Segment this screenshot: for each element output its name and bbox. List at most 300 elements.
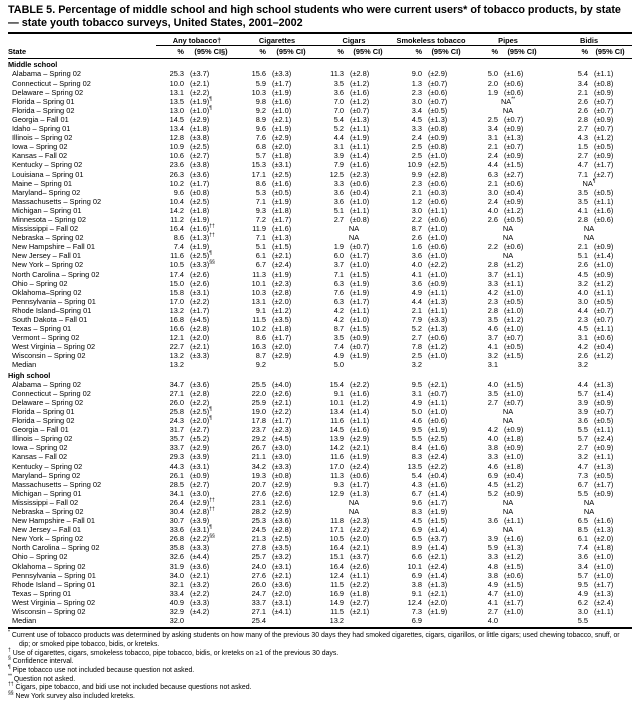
median-row bbox=[8, 616, 632, 625]
footnote-item: * Current use of tobacco products was determined by asking students on how many of the previous 30 days they had smoked cigarettes, cigars, cigarillos, or little cigars; used chewing tobacco, snuff, or dip; or smoked pipe tobacco, bidis, or kreteks. bbox=[8, 629, 620, 648]
percent-cell: 28.2 bbox=[251, 506, 266, 516]
ci-cell: (±0.6) bbox=[350, 178, 370, 188]
ci-cell: (±3.1) bbox=[190, 287, 210, 297]
ci-cell: (±3.9) bbox=[190, 516, 210, 526]
ci-cell: (±3.3)§§ bbox=[190, 259, 215, 270]
percent-cell: 33.7 bbox=[251, 597, 266, 607]
footnote-item: § Confidence interval. bbox=[8, 656, 74, 666]
ci-cell: (±3.7) bbox=[428, 534, 448, 544]
percent-cell: 17.0 bbox=[329, 461, 344, 471]
pct-header-cigarettes: % bbox=[238, 46, 266, 59]
percent-cell: 13.9 bbox=[329, 434, 344, 444]
ci-cell: (±2.9) bbox=[190, 114, 210, 124]
table-row bbox=[8, 233, 632, 242]
state-cell: Florida – Spring 01 bbox=[12, 96, 75, 106]
ci-cell: (±0.9) bbox=[594, 114, 614, 124]
ci-cell: (±2.4) bbox=[428, 561, 448, 571]
percent-cell: 3.2 bbox=[487, 351, 499, 361]
ci-cell: (±2.1) bbox=[190, 78, 210, 88]
ci-cell: (±1.4) bbox=[594, 388, 614, 398]
ci-cell bbox=[184, 616, 238, 625]
ci-cell: (±2.3) bbox=[272, 278, 292, 288]
percent-cell: 24.3 bbox=[169, 416, 184, 426]
footnote-marker: ¶ bbox=[209, 96, 212, 103]
state-cell: Maryland– Spring 02 bbox=[12, 470, 81, 480]
table-row bbox=[8, 452, 632, 461]
column-group-cigarettes: Cigarettes bbox=[238, 34, 316, 46]
table-row bbox=[8, 251, 632, 260]
percent-cell: 6.1 bbox=[255, 251, 266, 261]
percent-cell: 4.5 bbox=[411, 114, 423, 124]
percent-cell: 6.6 bbox=[411, 552, 423, 562]
ci-cell: (±0.5) bbox=[594, 187, 614, 197]
ci-cell: (±1.9) bbox=[350, 452, 370, 462]
ci-cell: (±1.2) bbox=[350, 397, 370, 407]
bottom-rule bbox=[8, 627, 632, 629]
na-cell: NA bbox=[583, 497, 595, 507]
state-cell: Oklahoma – Spring 02 bbox=[12, 561, 86, 571]
ci-cell: (±1.8) bbox=[272, 324, 292, 334]
percent-cell: 3.4 bbox=[577, 78, 589, 88]
ci-cell: (±0.6) bbox=[504, 178, 524, 188]
percent-cell: 31.9 bbox=[169, 561, 184, 571]
footnote-item: §§ New York survey also included kreteks. bbox=[8, 690, 135, 701]
ci-cell: (±1.5) bbox=[504, 561, 524, 571]
ci-cell: (±1.5) bbox=[428, 516, 448, 526]
percent-cell: 35.8 bbox=[169, 543, 184, 553]
ci-cell: (±2.6) bbox=[272, 488, 292, 498]
percent-cell: 2.5 bbox=[411, 151, 423, 161]
percent-cell: 27.6 bbox=[251, 488, 266, 498]
ci-cell: (±1.4) bbox=[428, 570, 448, 580]
ci-cell: (±1.2) bbox=[428, 342, 448, 352]
percent-cell: 15.6 bbox=[251, 69, 266, 79]
table-row bbox=[8, 607, 632, 616]
percent-cell: 7.6 bbox=[333, 287, 344, 297]
ci-cell: (±1.2) bbox=[594, 278, 614, 288]
percent-cell: 34.2 bbox=[251, 461, 266, 471]
ci-cell: (±1.6) bbox=[350, 160, 370, 170]
percent-cell: 1.2 bbox=[411, 196, 423, 206]
ci-cell: (±3.3) bbox=[428, 315, 448, 324]
percent-cell: 4.2 bbox=[577, 342, 589, 352]
state-cell: Delaware – Spring 02 bbox=[12, 397, 84, 407]
ci-cell: (±1.9) bbox=[428, 607, 448, 616]
percent-cell: 25.3 bbox=[169, 69, 184, 79]
ci-cell: (±2.5) bbox=[428, 160, 448, 170]
percent-cell: 7.0 bbox=[333, 105, 344, 115]
state-cell: Delaware – Spring 02 bbox=[12, 87, 84, 97]
state-cell: Massachusetts – Spring 02 bbox=[12, 479, 102, 489]
percent-cell: 33.7 bbox=[169, 443, 184, 453]
percent-cell: 5.4 bbox=[577, 69, 589, 79]
table-row bbox=[8, 462, 632, 471]
ci-cell: (±1.1) bbox=[350, 305, 370, 315]
state-cell: Louisiana – Spring 01 bbox=[12, 169, 84, 179]
table-row bbox=[8, 288, 632, 297]
percent-cell: 4.0 bbox=[487, 205, 499, 215]
percent-cell: 6.2 bbox=[577, 597, 589, 607]
ci-cell: (±0.6) bbox=[428, 242, 448, 252]
percent-cell: 2.4 bbox=[487, 151, 499, 161]
percent-cell: 4.8 bbox=[487, 561, 499, 571]
ci-cell: (±0.6) bbox=[504, 242, 524, 252]
percent-cell: 9.3 bbox=[333, 479, 344, 489]
section-header-row bbox=[8, 370, 632, 380]
percent-cell: 2.7 bbox=[411, 333, 423, 343]
footnote-marker: ** bbox=[511, 96, 516, 103]
ci-cell: (±1.0) bbox=[272, 105, 292, 115]
percent-cell: 3.9 bbox=[577, 397, 589, 407]
ci-cell: (±1.1) bbox=[350, 416, 370, 426]
percent-cell: 7.9 bbox=[411, 315, 423, 324]
percent-cell: 6.7 bbox=[255, 260, 266, 270]
percent-cell: 8.7 bbox=[255, 351, 266, 361]
percent-cell: 11.3 bbox=[330, 69, 344, 79]
footnote-marker: ¶ bbox=[209, 524, 212, 531]
percent-cell: 8.9 bbox=[411, 543, 423, 553]
percent-cell: 31.7 bbox=[169, 425, 184, 435]
section-header-row bbox=[8, 59, 632, 70]
ci-header-bidis: (95% CI) bbox=[588, 46, 632, 59]
ci-cell: (±1.0) bbox=[428, 233, 448, 243]
ci-cell: (±1.1) bbox=[594, 607, 614, 616]
percent-cell: 6.9 bbox=[411, 570, 423, 580]
ci-cell: (±1.3) bbox=[594, 525, 614, 535]
ci-cell: (±2.3) bbox=[350, 516, 370, 526]
ci-cell: (±2.0) bbox=[428, 597, 448, 607]
percent-cell: 2.8 bbox=[577, 114, 589, 124]
percent-cell: 3.6 bbox=[577, 552, 589, 562]
percent-cell: 17.1 bbox=[251, 169, 266, 179]
ci-cell: (±1.0) bbox=[504, 287, 524, 297]
percent-cell: 3.5 bbox=[487, 388, 499, 398]
ci-cell: (±2.5) bbox=[190, 142, 210, 152]
percent-cell: 12.5 bbox=[329, 169, 344, 179]
percent-cell: 13.2 bbox=[169, 360, 184, 370]
state-cell: Maryland– Spring 02 bbox=[12, 187, 81, 197]
ci-cell: (±3.0) bbox=[190, 488, 210, 498]
ci-cell: (±1.0) bbox=[504, 324, 524, 334]
ci-cell: (±2.8) bbox=[350, 69, 370, 79]
ci-cell: (±0.8) bbox=[350, 214, 370, 224]
ci-cell: (±2.9) bbox=[272, 133, 292, 143]
ci-cell: (±2.2) bbox=[428, 461, 448, 471]
percent-cell: 3.4 bbox=[487, 124, 499, 134]
na-cell: NA bbox=[502, 497, 514, 507]
ci-header-smokeless: (95% CI) bbox=[422, 46, 470, 59]
percent-cell: 2.1 bbox=[487, 178, 499, 188]
percent-cell: 16.4 bbox=[329, 561, 344, 571]
footnote-marker: §§ bbox=[8, 690, 14, 697]
percent-cell: 4.4 bbox=[411, 296, 423, 306]
ci-cell: (±0.4) bbox=[428, 470, 448, 480]
state-cell: New York – Spring 02 bbox=[12, 534, 84, 544]
percent-cell: 3.3 bbox=[333, 178, 344, 188]
table-row bbox=[8, 188, 632, 197]
percent-cell: 12.4 bbox=[329, 570, 344, 580]
ci-cell: (±1.0) bbox=[428, 251, 448, 261]
ci-cell: (±0.7) bbox=[428, 78, 448, 88]
percent-cell: 7.4 bbox=[173, 242, 184, 252]
footnote-marker: † bbox=[8, 647, 11, 654]
percent-cell: 2.1 bbox=[577, 242, 589, 252]
state-cell: Ohio – Spring 02 bbox=[12, 552, 68, 562]
table-row bbox=[8, 480, 632, 489]
percent-cell: 9.0 bbox=[411, 69, 423, 79]
subheader-row bbox=[8, 46, 632, 59]
percent-cell: 7.3 bbox=[411, 607, 423, 616]
ci-cell: (±1.8) bbox=[504, 434, 524, 444]
percent-cell: 4.7 bbox=[487, 588, 499, 598]
percent-cell: 22.7 bbox=[169, 342, 184, 352]
ci-cell: (±2.1) bbox=[428, 588, 448, 598]
ci-cell: (±0.4) bbox=[504, 187, 524, 197]
percent-cell: 10.2 bbox=[169, 178, 184, 188]
percent-cell: 4.5 bbox=[487, 479, 499, 489]
ci-cell: (±2.6) bbox=[190, 278, 210, 288]
percent-cell: 11.6 bbox=[330, 416, 344, 426]
state-cell: Pennsylvania – Spring 01 bbox=[12, 570, 96, 580]
ci-cell: (±1.1) bbox=[428, 397, 448, 407]
table-row bbox=[8, 242, 632, 251]
percent-cell: 2.7 bbox=[487, 607, 499, 616]
state-cell: Wisconsin – Spring 02 bbox=[12, 607, 86, 616]
percent-cell: 16.4 bbox=[329, 543, 344, 553]
state-cell: South Dakota – Fall 01 bbox=[12, 315, 88, 324]
ci-cell: (±1.0) bbox=[504, 388, 524, 398]
percent-cell: 12.9 bbox=[329, 488, 344, 498]
percent-cell: 6.7 bbox=[577, 479, 589, 489]
ci-cell: (±0.5) bbox=[594, 142, 614, 152]
percent-cell: 2.1 bbox=[487, 142, 499, 152]
percent-cell: 4.2 bbox=[487, 287, 499, 297]
ci-cell: (±1.9) bbox=[190, 242, 210, 252]
state-cell: Iowa – Spring 02 bbox=[12, 142, 68, 152]
ci-cell: (±0.6) bbox=[594, 214, 614, 224]
percent-cell: 2.4 bbox=[487, 196, 499, 206]
ci-cell: (±1.3) bbox=[504, 543, 524, 553]
percent-cell: 5.9 bbox=[255, 78, 266, 88]
ci-cell: (±2.3) bbox=[272, 425, 292, 435]
ci-cell: (±1.1) bbox=[594, 287, 614, 297]
percent-cell: 4.3 bbox=[577, 133, 589, 143]
percent-cell: 2.7 bbox=[487, 397, 499, 407]
ci-cell: (±1.1) bbox=[428, 205, 448, 215]
na-cell: NA bbox=[502, 251, 514, 261]
table-row bbox=[8, 69, 632, 78]
percent-cell: 26.4 bbox=[169, 497, 184, 507]
percent-cell: 17.8 bbox=[251, 416, 266, 426]
ci-cell: (±2.0) bbox=[272, 342, 292, 352]
ci-cell: (±1.6) bbox=[350, 87, 370, 97]
ci-cell: (±1.3) bbox=[428, 114, 448, 124]
column-group-cigars: Cigars bbox=[316, 34, 392, 46]
ci-cell: (±0.6) bbox=[428, 196, 448, 206]
ci-cell: (±1.8) bbox=[190, 124, 210, 134]
ci-cell: (±1.0) bbox=[428, 406, 448, 416]
percent-cell: 5.4 bbox=[333, 114, 344, 124]
percent-cell: 2.6 bbox=[577, 260, 589, 270]
ci-cell: (±2.0) bbox=[190, 333, 210, 343]
state-cell: Ohio – Spring 02 bbox=[12, 278, 68, 288]
table-row bbox=[8, 471, 632, 480]
ci-cell: (±1.1) bbox=[594, 196, 614, 206]
ci-cell: (±1.2) bbox=[504, 552, 524, 562]
percent-cell: 26.0 bbox=[251, 579, 266, 589]
percent-cell: 5.0 bbox=[333, 360, 344, 370]
ci-cell: (±2.2) bbox=[190, 588, 210, 598]
state-cell: New Jersey – Fall 01 bbox=[12, 525, 82, 535]
ci-cell: (±0.9) bbox=[594, 443, 614, 453]
ci-cell: (±1.7) bbox=[350, 296, 370, 306]
ci-cell: (±0.7) bbox=[428, 96, 448, 106]
percent-cell: 30.4 bbox=[169, 506, 184, 516]
ci-cell bbox=[588, 616, 632, 625]
percent-cell: 25.9 bbox=[251, 397, 266, 407]
percent-cell: 4.5 bbox=[411, 516, 423, 526]
percent-cell: 3.5 bbox=[577, 187, 589, 197]
percent-cell: 35.7 bbox=[169, 434, 184, 444]
percent-cell: 1.3 bbox=[411, 78, 423, 88]
percent-cell: 10.1 bbox=[251, 278, 266, 288]
percent-cell: 1.5 bbox=[577, 142, 589, 152]
state-cell: Kansas – Fall 02 bbox=[12, 452, 68, 462]
ci-cell: (±1.9) bbox=[350, 287, 370, 297]
percent-cell: 8.6 bbox=[255, 178, 266, 188]
percent-cell: 11.9 bbox=[252, 224, 266, 234]
ci-cell: (±1.8) bbox=[272, 151, 292, 161]
table-row bbox=[8, 297, 632, 306]
percent-cell: 9.3 bbox=[255, 205, 266, 215]
percent-cell: 4.1 bbox=[487, 342, 499, 352]
ci-cell bbox=[498, 616, 546, 625]
percent-cell: 7.9 bbox=[333, 160, 344, 170]
percent-cell: 6.8 bbox=[255, 142, 266, 152]
ci-cell: (±1.4) bbox=[594, 251, 614, 261]
ci-cell bbox=[498, 360, 546, 369]
percent-cell: 3.0 bbox=[411, 96, 423, 106]
percent-cell: 17.0 bbox=[169, 296, 184, 306]
footnote-marker: ¶ bbox=[209, 406, 212, 413]
percent-cell: 7.1 bbox=[577, 169, 589, 179]
footnote-marker: †† bbox=[209, 497, 215, 504]
percent-cell: 3.5 bbox=[487, 315, 499, 324]
ci-cell: (±1.5) bbox=[504, 579, 524, 589]
ci-cell: (±0.6) bbox=[428, 178, 448, 188]
ci-cell: (±0.5) bbox=[594, 296, 614, 306]
percent-cell: 2.7 bbox=[577, 151, 589, 161]
percent-cell: 15.1 bbox=[329, 552, 344, 562]
ci-cell: (±1.6) bbox=[504, 534, 524, 544]
ci-cell: (±3.6) bbox=[190, 561, 210, 571]
ci-cell: (±0.5) bbox=[272, 187, 292, 197]
percent-cell: 9.5 bbox=[577, 579, 589, 589]
percent-cell: 7.1 bbox=[333, 269, 344, 279]
ci-cell: (±1.6) bbox=[350, 425, 370, 435]
table-row bbox=[8, 151, 632, 160]
ci-cell: (±3.1) bbox=[272, 561, 292, 571]
percent-cell: 10.5 bbox=[169, 260, 184, 270]
table-row bbox=[8, 589, 632, 598]
percent-cell: 3.2 bbox=[577, 452, 589, 462]
ci-cell: (±1.7) bbox=[272, 333, 292, 343]
percent-cell: 3.6 bbox=[411, 251, 423, 261]
state-cell: Florida – Spring 01 bbox=[12, 406, 75, 416]
ci-cell: (±1.3) bbox=[428, 296, 448, 306]
percent-cell: 5.5 bbox=[411, 434, 423, 444]
ci-cell: (±1.7) bbox=[428, 497, 448, 507]
percent-cell: 5.0 bbox=[487, 69, 499, 79]
percent-cell: 3.6 bbox=[333, 87, 344, 97]
ci-cell: (±1.3) bbox=[594, 588, 614, 598]
table-row bbox=[8, 270, 632, 279]
ci-cell: (±1.0) bbox=[428, 151, 448, 161]
percent-cell: 16.4 bbox=[169, 224, 184, 234]
ci-cell: (±0.7) bbox=[594, 406, 614, 416]
percent-cell: 11.8 bbox=[330, 516, 344, 526]
ci-cell: (±1.6)†† bbox=[190, 223, 215, 234]
ci-cell: (±1.0) bbox=[504, 588, 524, 598]
ci-cell: (±2.5) bbox=[272, 534, 292, 544]
ci-cell: (±2.1) bbox=[350, 543, 370, 553]
ci-cell: (±1.7) bbox=[350, 251, 370, 261]
pct-header-pipes: % bbox=[470, 46, 498, 59]
column-group-pipes: Pipes bbox=[470, 34, 546, 46]
state-cell: Median bbox=[12, 360, 37, 370]
percent-cell: 10.2 bbox=[251, 324, 266, 334]
table-row bbox=[8, 489, 632, 498]
percent-cell: 44.3 bbox=[169, 461, 184, 471]
percent-cell: 8.3 bbox=[411, 506, 423, 516]
percent-cell: 3.2 bbox=[411, 360, 423, 370]
ci-cell: (±0.6) bbox=[428, 416, 448, 426]
ci-cell: (±2.0) bbox=[350, 534, 370, 544]
percent-cell: 6.5 bbox=[577, 516, 589, 526]
ci-cell: (±1.5) bbox=[504, 160, 524, 170]
table-row bbox=[8, 324, 632, 333]
ci-cell: (±1.8) bbox=[272, 205, 292, 215]
ci-cell: (±3.3) bbox=[190, 543, 210, 553]
na-cell: NA bbox=[502, 416, 514, 426]
ci-cell: (±1.7) bbox=[594, 579, 614, 589]
percent-cell: 9.9 bbox=[411, 169, 423, 179]
ci-cell: (±1.2) bbox=[594, 133, 614, 143]
percent-cell: 2.2 bbox=[411, 214, 423, 224]
ci-cell: (±0.9) bbox=[504, 196, 524, 206]
table-row bbox=[8, 342, 632, 351]
ci-cell: (±1.4) bbox=[350, 406, 370, 416]
percent-cell: 2.3 bbox=[487, 296, 499, 306]
ci-cell: (±4.2) bbox=[190, 607, 210, 616]
ci-cell: (±0.7) bbox=[350, 342, 370, 352]
ci-cell bbox=[344, 360, 392, 369]
percent-cell: 2.6 bbox=[487, 214, 499, 224]
percent-cell: 25.3 bbox=[251, 516, 266, 526]
percent-cell: 4.1 bbox=[411, 269, 423, 279]
state-cell: Kentucky – Spring 02 bbox=[12, 461, 83, 471]
ci-cell: (±0.7) bbox=[504, 397, 524, 407]
percent-cell: 5.5 bbox=[577, 488, 589, 498]
percent-cell: 1.6 bbox=[411, 242, 423, 252]
ci-cell: (±2.5) bbox=[428, 434, 448, 444]
ci-cell: (±1.3) bbox=[594, 461, 614, 471]
table-row bbox=[8, 215, 632, 224]
ci-cell: (±2.7) bbox=[350, 597, 370, 607]
percent-cell: 9.1 bbox=[333, 388, 344, 398]
ci-cell: (±2.1) bbox=[272, 114, 292, 124]
ci-cell: (±1.8) bbox=[594, 543, 614, 553]
